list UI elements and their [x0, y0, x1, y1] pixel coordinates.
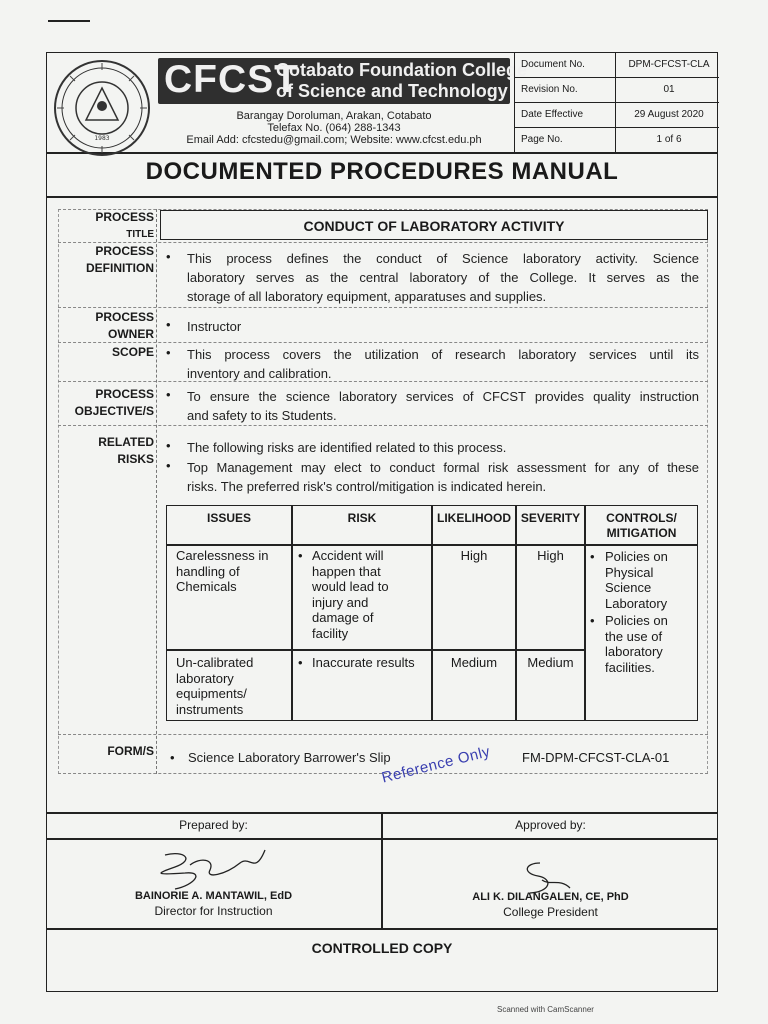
control-2: Policies on the use of laboratory facilities. — [605, 613, 668, 675]
doc-info-label: Document No. — [521, 59, 585, 70]
doc-info-label: Revision No. — [521, 84, 578, 95]
risk-table-col-line — [515, 505, 517, 721]
risk-row-2-issue: Un-calibrated laboratory equipments/ instruments — [176, 655, 254, 717]
preparer-signature-icon — [145, 845, 275, 895]
controlled-copy-footer: CONTROLLED COPY — [311, 940, 453, 956]
bullet-dot: • — [166, 249, 171, 264]
college-name-line1: Cotabato Foundation College — [276, 60, 527, 80]
label-scope: SCOPE — [111, 345, 154, 359]
label-process-objective: PROCESS OBJECTIVE/S — [74, 387, 154, 418]
college-seal-icon — [52, 58, 152, 158]
risk-row-1-risk: Accident will happen that would lead to injury and damage of facility — [312, 548, 389, 641]
risk-table-col-line — [431, 505, 433, 721]
row-divider — [58, 307, 708, 308]
college-telefax: Telefax No. (064) 288-1343 — [267, 122, 401, 134]
reference-only-stamp: Reference Only — [380, 743, 493, 787]
doc-info-row — [515, 52, 719, 78]
risk-header-severity: SEVERITY — [520, 511, 581, 525]
logo-abbreviation: CFCST — [164, 58, 299, 101]
grid-line — [58, 209, 60, 774]
corner-pen-mark — [48, 20, 90, 22]
risk-table-col-line — [291, 505, 293, 721]
bullet-dot: • — [298, 548, 303, 563]
risk-row-1-severity: High — [537, 548, 564, 563]
risk-header-controls: CONTROLS/ MITIGATION — [606, 511, 677, 540]
row-divider — [58, 734, 708, 735]
doc-info-value: 01 — [663, 84, 675, 95]
doc-info-label: Page No. — [521, 134, 563, 145]
approved-by-label: Approved by: — [515, 818, 586, 832]
label-process-owner: PROCESS OWNER — [95, 310, 154, 341]
document-info-table — [514, 52, 719, 152]
doc-info-value: 29 August 2020 — [634, 109, 704, 120]
bullet-dot: • — [166, 317, 171, 332]
risk-row-2-likelihood: Medium — [450, 655, 498, 670]
risk-table-row-line — [166, 544, 698, 546]
risk-row-2-severity: Medium — [527, 655, 574, 670]
row-divider — [58, 342, 708, 343]
risk-row-2-risk: Inaccurate results — [312, 655, 415, 670]
bullet-dot: • — [590, 613, 595, 628]
bullet-dot: • — [166, 345, 171, 360]
bullet-dot: • — [298, 655, 303, 670]
risk-table-row-line — [166, 649, 585, 651]
risks-intro-1: The following risks are identified related to this process. — [187, 440, 507, 455]
title-divider — [46, 196, 718, 198]
grid-line — [707, 209, 709, 774]
row-divider — [58, 425, 708, 426]
svg-text:1983: 1983 — [94, 135, 110, 142]
doc-info-value: 1 of 6 — [656, 134, 682, 145]
row-divider — [58, 242, 708, 243]
label-process-definition: PROCESS DEFINITION — [86, 244, 154, 275]
grid-line — [156, 209, 158, 774]
college-name-line2: of Science and Technology — [276, 81, 508, 101]
doc-info-label: Date Effective — [521, 109, 584, 120]
bullet-dot: • — [166, 387, 171, 402]
process-owner-text: Instructor — [187, 319, 242, 334]
approver-title: College President — [503, 905, 598, 919]
bullet-dot: • — [166, 438, 171, 453]
label-related-risks: RELATED RISKS — [98, 435, 154, 466]
risk-header-likelihood: LIKELIHOOD — [437, 511, 511, 525]
bullet-dot: • — [166, 458, 171, 473]
label-process-title: PROCESS TITLE — [95, 210, 154, 240]
doc-info-row — [515, 127, 719, 152]
college-address: Barangay Doroluman, Arakan, Cotabato — [236, 110, 432, 122]
preparer-name: BAINORIE A. MANTAWIL, EdD — [134, 890, 293, 902]
bullet-dot: • — [590, 549, 595, 564]
college-contact: Email Add: cfcstedu@gmail.com; Website: www.cfcst.edu.ph — [186, 134, 482, 146]
form-name: Science Laboratory Barrower's Slip — [188, 750, 391, 765]
process-definition-text: This process defines the conduct of Science laboratory activity. Science laboratory serves as the central laboratory of the College. It serves as the storage of all laboratory equipment, apparatuses and supplies. — [187, 251, 699, 304]
label-forms: FORM/S — [107, 744, 154, 758]
scope-text: This process covers the utilization of research laboratory services until its inventory and calibration. — [187, 347, 699, 381]
preparer-title: Director for Instruction — [154, 904, 273, 918]
manual-title: DOCUMENTED PROCEDURES MANUAL — [145, 158, 619, 185]
objective-text: To ensure the science laboratory services of CFCST provides quality instruction and safety to its Students. — [187, 389, 699, 423]
signature-divider — [46, 928, 718, 930]
risk-header-risk: RISK — [347, 511, 377, 525]
doc-info-value: DPM-CFCST-CLA — [628, 59, 710, 70]
process-title: CONDUCT OF LABORATORY ACTIVITY — [303, 218, 565, 234]
control-1: Policies on Physical Science Laboratory — [605, 549, 668, 611]
risk-header-issues: ISSUES — [206, 511, 251, 525]
form-code: FM-DPM-CFCST-CLA-01 — [522, 750, 670, 765]
doc-info-row — [515, 102, 719, 128]
risks-intro-2: Top Management may elect to conduct formal risk assessment for any of these risks. The preferred risk's control/mitigation is indicated herein. — [187, 460, 699, 494]
approver-name: ALI K. DILANGALEN, CE, PhD — [472, 891, 629, 903]
bullet-dot: • — [170, 750, 175, 765]
doc-info-row — [515, 77, 719, 103]
risk-row-1-likelihood: High — [460, 548, 488, 563]
risk-row-1-issue: Carelessness in handling of Chemicals — [176, 548, 269, 594]
scanner-watermark: Scanned with CamScanner — [497, 1005, 594, 1014]
prepared-by-label: Prepared by: — [179, 818, 248, 832]
